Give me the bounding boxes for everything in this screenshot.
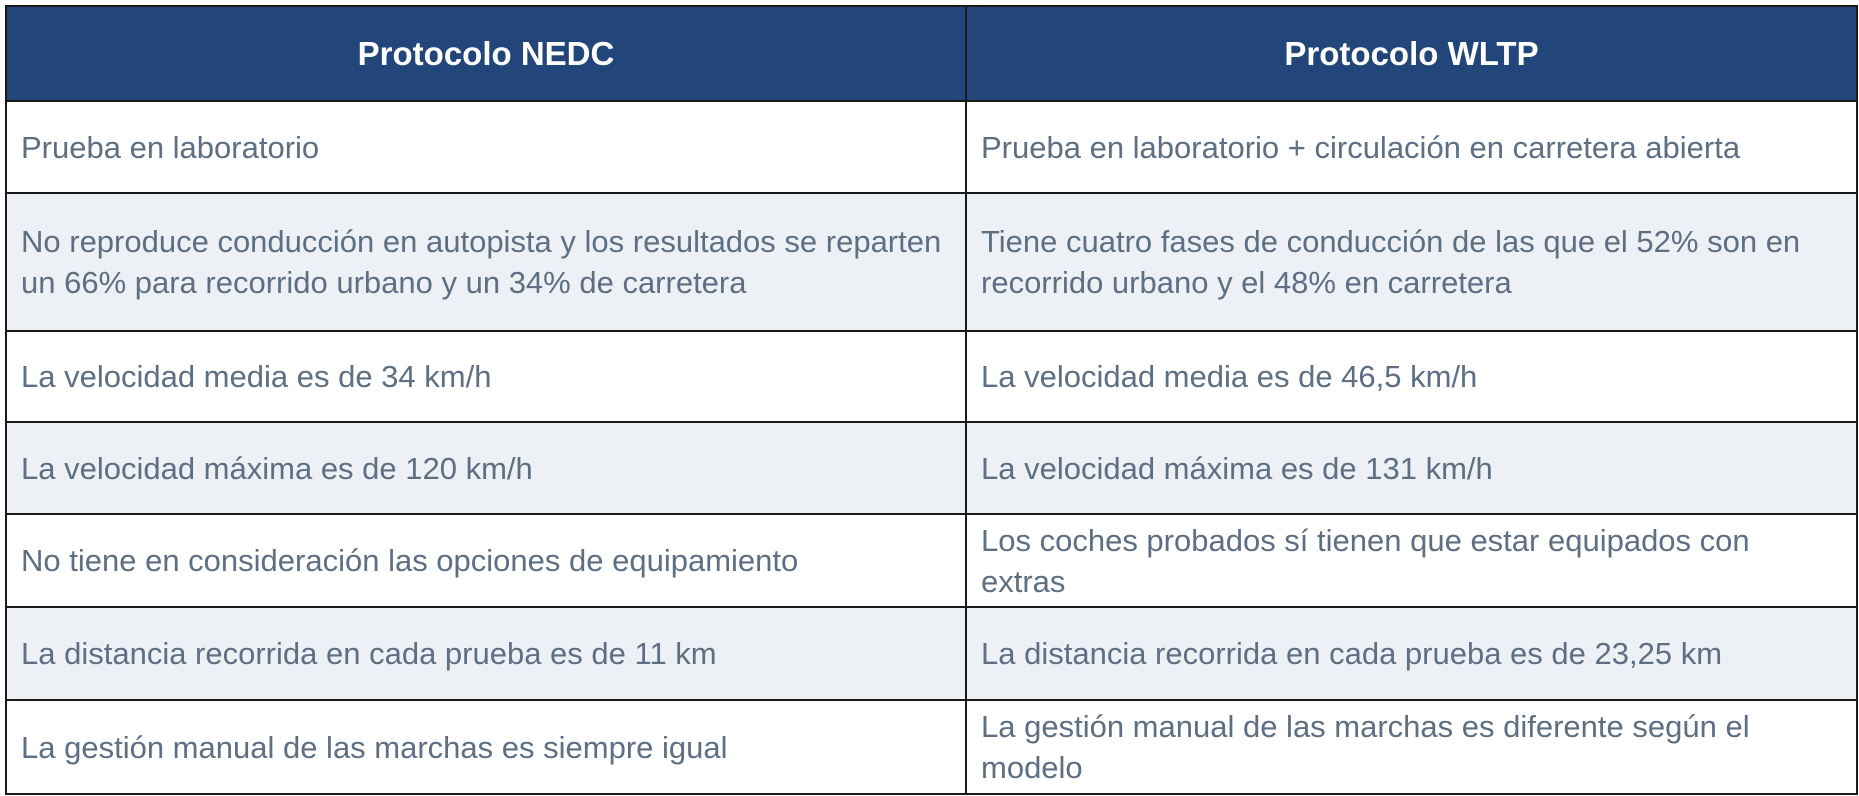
wltp-cell: La velocidad media es de 46,5 km/h bbox=[966, 331, 1857, 422]
wltp-cell: La gestión manual de las marchas es diferente según el modelo bbox=[966, 700, 1857, 794]
nedc-cell: No reproduce conducción en autopista y los resultados se reparten un 66% para recorrido urbano y un 34% de carretera bbox=[6, 193, 966, 331]
header-wltp: Protocolo WLTP bbox=[966, 6, 1857, 101]
wltp-cell: Prueba en laboratorio + circulación en carretera abierta bbox=[966, 101, 1857, 193]
wltp-cell: Tiene cuatro fases de conducción de las que el 52% son en recorrido urbano y el 48% en carretera bbox=[966, 193, 1857, 331]
header-nedc: Protocolo NEDC bbox=[6, 6, 966, 101]
table-row bbox=[6, 101, 1857, 193]
nedc-cell: La velocidad media es de 34 km/h bbox=[6, 331, 966, 422]
table-row bbox=[6, 193, 1857, 331]
comparison-table bbox=[5, 5, 1858, 795]
table-row bbox=[6, 331, 1857, 422]
table-header-row bbox=[6, 6, 1857, 101]
nedc-cell: Prueba en laboratorio bbox=[6, 101, 966, 193]
wltp-cell: La distancia recorrida en cada prueba es de 23,25 km bbox=[966, 607, 1857, 700]
nedc-cell: La distancia recorrida en cada prueba es de 11 km bbox=[6, 607, 966, 700]
nedc-cell: La velocidad máxima es de 120 km/h bbox=[6, 422, 966, 514]
table-row bbox=[6, 422, 1857, 514]
wltp-cell: Los coches probados sí tienen que estar equipados con extras bbox=[966, 514, 1857, 607]
nedc-cell: La gestión manual de las marchas es siempre igual bbox=[6, 700, 966, 794]
table-row bbox=[6, 514, 1857, 607]
wltp-cell: La velocidad máxima es de 131 km/h bbox=[966, 422, 1857, 514]
table-row bbox=[6, 607, 1857, 700]
nedc-cell: No tiene en consideración las opciones de equipamiento bbox=[6, 514, 966, 607]
table-row bbox=[6, 700, 1857, 794]
